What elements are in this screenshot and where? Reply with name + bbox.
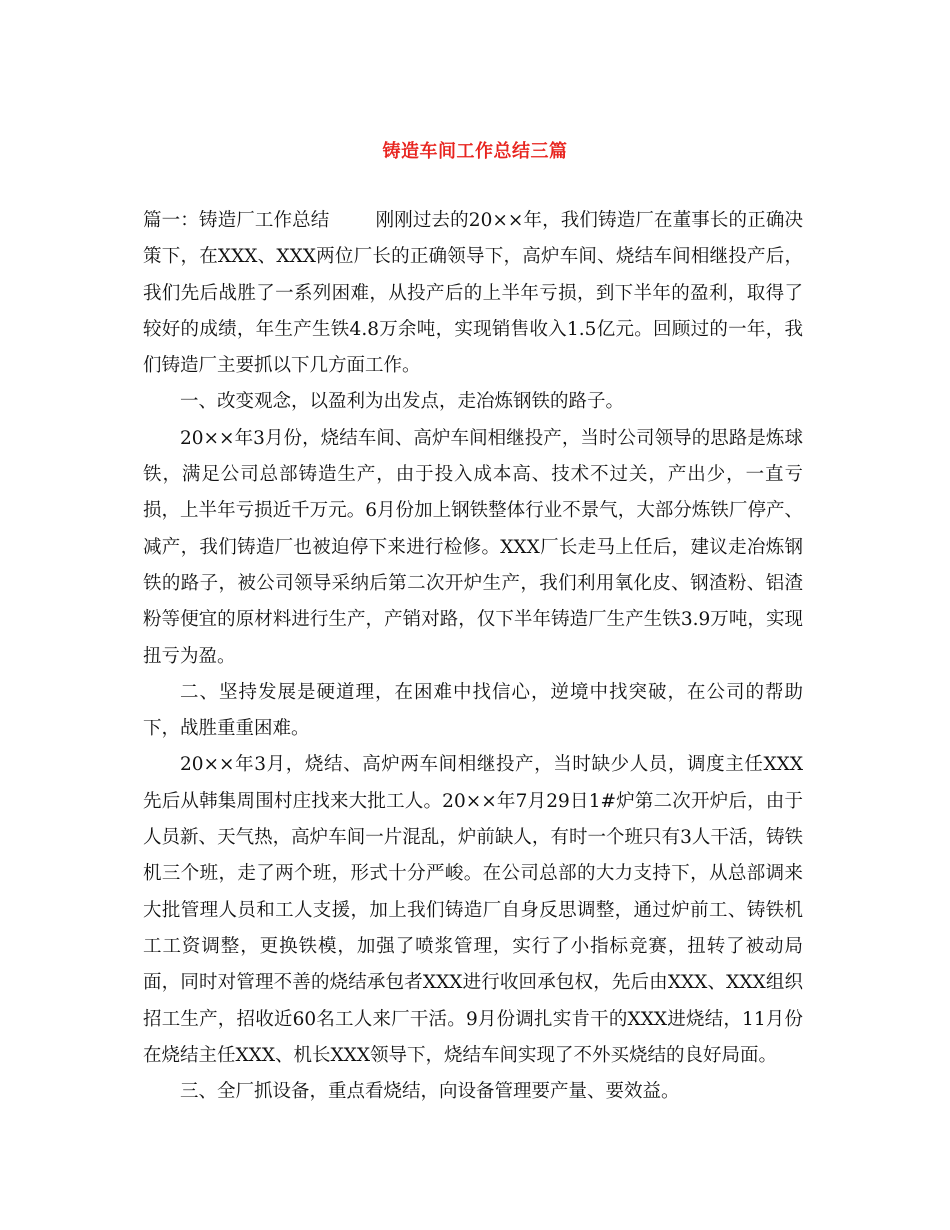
document-body [143, 203, 803, 1110]
section-heading-1: 一、改变观念，以盈利为出发点，走冶炼钢铁的路子。 [180, 391, 625, 413]
paragraph-2: 20××年3月，烧结、高炉两车间相继投产，当时缺少人员，调度主任XXX先后从韩集周围村庄找来大批工人。20××年7月29日1#炉第二次开炉后，由于人员新、天气热，高炉车间一片混乱，炉前缺人，有时一个班只有3人干活，铸铁机三个班，走了两个班，形式十分严峻。在公司总部的大力支持下，从总部调来大批管理人员和工人支援，加上我们铸造厂自身反思调整，通过炉前工、铸铁机工工资调整，更换铁模，加强了喷浆管理，实行了小指标竞赛，扭转了被动局面，同时对管理不善的烧结承包者XXX进行收回承包权，先后由XXX、XXX组织招工生产，招收近60名工人来厂干活。9月份调扎实肯干的XXX进烧结，11月份在烧结主任XXX、机长XXX领导下，烧结车间实现了不外买烧结的良好局面。 [143, 754, 803, 1066]
section-heading-3: 三、全厂抓设备，重点看烧结，向设备管理要产量、要效益。 [180, 1081, 680, 1103]
paragraph-1: 20××年3月份，烧结车间、高炉车间相继投产，当时公司领导的思路是炼球铁，满足公司总部铸造生产，由于投入成本高、技术不过关，产出少，一直亏损，上半年亏损近千万元。6月份加上钢铁整体行业不景气，大部分炼铁厂停产、减产，我们铸造厂也被迫停下来进行检修。XXX厂长走马上任后，建议走冶炼钢铁的路子，被公司领导采纳后第二次开炉生产，我们利用氧化皮、钢渣粉、铝渣粉等便宜的原材料进行生产，产销对路，仅下半年铸造厂生产生铁3.9万吨，实现扭亏为盈。 [143, 427, 803, 667]
intro-paragraph [143, 203, 803, 384]
intro-heading: 篇一：铸造厂工作总结 [143, 210, 330, 231]
intro-text: 刚刚过去的20××年，我们铸造厂在董事长的正确决策下，在XXX、XXX两位厂长的正确领导下，高炉车间、烧结车间相继投产后，我们先后战胜了一系列困难，从投产后的上半年亏损，到下半年的盈利，取得了较好的成绩，年生产生铁4.8万余吨，实现销售收入1.5亿元。回顾过的一年，我们铸造厂主要抓以下几方面工作。 [143, 210, 803, 377]
section-heading-2: 二、坚持发展是硬道理，在困难中找信心，逆境中找突破，在公司的帮助下，战胜重重困难。 [143, 681, 803, 740]
document-title: 铸造车间工作总结三篇 [382, 141, 568, 162]
